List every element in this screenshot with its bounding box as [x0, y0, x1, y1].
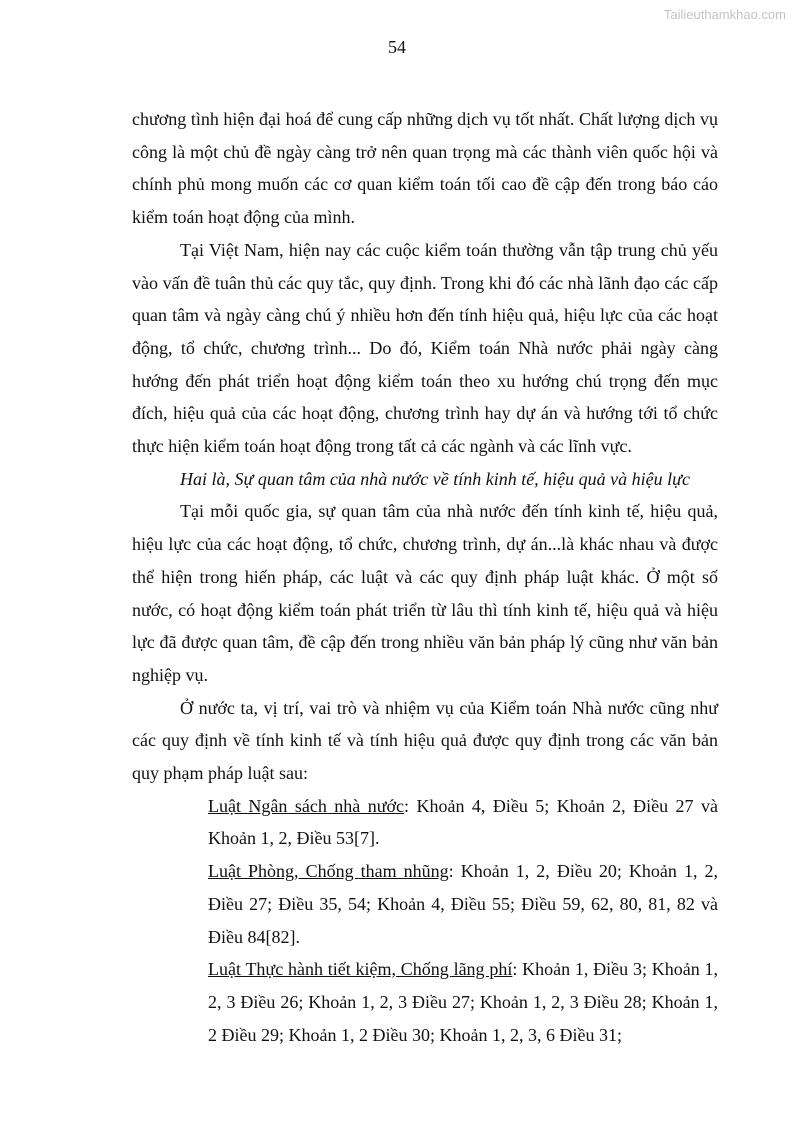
law-text-1: : Khoản 4, Điều 5; Khoản 2, Điều 27 và Khoản 1, 2, Điều 53[7]. — [208, 795, 718, 849]
section-heading: Hai là, Sự quan tâm của nhà nước về tính kinh tế, hiệu quả và hiệu lực — [180, 468, 690, 489]
law-text-2: : Khoản 1, 2, Điều 20; Khoản 1, 2, Điều 27; Điều 35, 54; Khoản 4, Điều 55; Điều 59, 62, 80, 81, 82 và Điều 84[82]. — [208, 861, 718, 947]
law-item-2 — [208, 855, 718, 953]
page-number: 54 — [388, 37, 406, 57]
law-item-1 — [208, 790, 718, 855]
law-title-2: Luật Phòng, Chống tham nhũng — [208, 861, 449, 882]
law-title-1: Luật Ngân sách nhà nước — [208, 795, 405, 816]
paragraph-1: chương tình hiện đại hoá để cung cấp những dịch vụ tốt nhất. Chất lượng dịch vụ công là một chủ đề ngày càng trở nên quan trọng mà các thành viên quốc hội và chính phủ mong muốn các cơ quan kiểm toán tối cao đề cập đến trong báo cáo kiểm toán hoạt động của mình. — [132, 109, 718, 228]
paragraph-4: Ở nước ta, vị trí, vai trò và nhiệm vụ của Kiểm toán Nhà nước cũng như các quy định về tính kinh tế và tính hiệu quả được quy định trong các văn bản quy phạm pháp luật sau: — [132, 697, 718, 784]
law-text-3: : Khoản 1, Điều 3; Khoản 1, 2, 3 Điều 26; Khoản 1, 2, 3 Điều 27; Khoản 1, 2, 3 Điều 28; Khoản 1, 2 Điều 29; Khoản 1, 2 Điều 30; Khoản 1, 2, 3, 6 Điều 31; — [208, 959, 718, 1045]
document-body — [132, 103, 718, 1051]
paragraph-2: Tại Việt Nam, hiện nay các cuộc kiểm toán thường vẫn tập trung chủ yếu vào vấn đề tuân thủ các quy tắc, quy định. Trong khi đó các nhà lãnh đạo các cấp quan tâm và ngày càng chú ý nhiều hơn đến tính hiệu quả, hiệu lực của các hoạt động, tổ chức, chương trình... Do đó, Kiểm toán Nhà nước phải ngày càng hướng đến phát triển hoạt động kiểm toán theo xu hướng chú trọng đến mục đích, hiệu quả của các hoạt động, chương trình hay dự án và hướng tới tổ chức thực hiện kiểm toán hoạt động trong tất cả các ngành và các lĩnh vực. — [132, 239, 718, 457]
watermark: Tailieuthamkhao.com — [663, 7, 786, 22]
paragraph-3: Tại mỗi quốc gia, sự quan tâm của nhà nước đến tính kinh tế, hiệu quả, hiệu lực của các hoạt động, tổ chức, chương trình, dự án...là khác nhau và được thể hiện trong hiến pháp, các luật và các quy định pháp luật khác. Ở một số nước, có hoạt động kiểm toán phát triển từ lâu thì tính kinh tế, hiệu quả và hiệu lực đã được quan tâm, đề cập đến trong nhiều văn bản pháp lý cũng như văn bản nghiệp vụ. — [132, 501, 718, 685]
law-item-3 — [208, 953, 718, 1051]
law-title-3: Luật Thực hành tiết kiệm, Chống lãng phí — [208, 959, 513, 980]
